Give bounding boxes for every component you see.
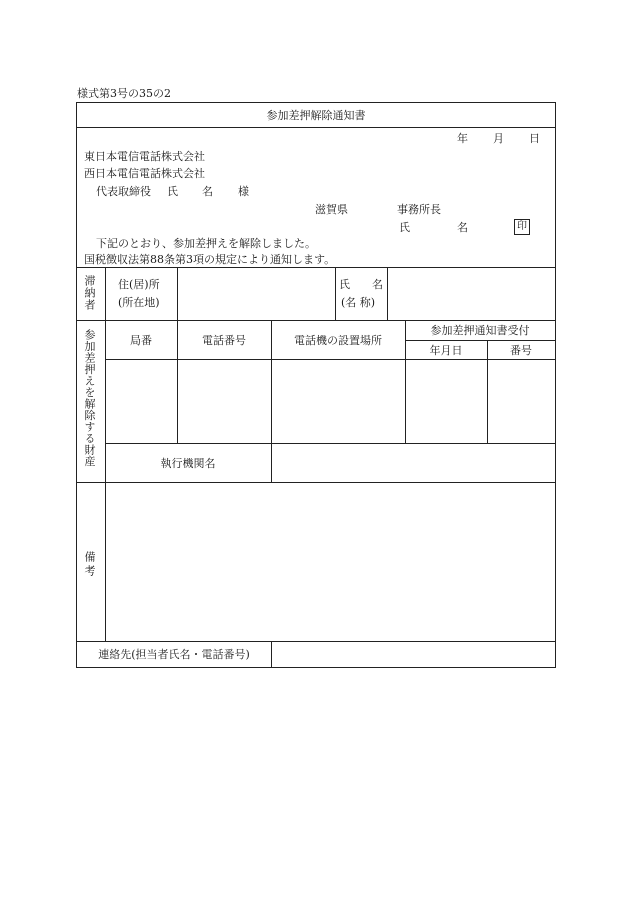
addressee-representative: 代表取締役 (96, 185, 151, 198)
addressee-east: 東日本電信電話株式会社 (84, 150, 205, 163)
sender-office: 事務所長 (397, 203, 441, 216)
seal-mark: 印 (514, 219, 530, 235)
notice-form (76, 102, 556, 668)
name-label-line (387, 267, 388, 320)
header-receipt-no: 番号 (510, 344, 532, 357)
address-label-2: (所在地) (118, 296, 160, 309)
name-label-1a: 氏 (339, 278, 350, 291)
address-label-line (177, 267, 178, 320)
date-year: 年 (457, 132, 468, 145)
notice-text-1: 下記のとおり、参加差押えを解除しました。 (96, 237, 316, 250)
date-month: 月 (493, 132, 504, 145)
name-label-2: (名 称) (341, 296, 376, 309)
remarks-label: 備考 (83, 551, 96, 579)
notice-text-2: 国税徴収法第88条第3項の規定により通知します。 (84, 253, 336, 266)
name-label-1b: 名 (372, 278, 383, 291)
sender-name-label-2: 名 (457, 221, 468, 234)
address-value-line (335, 267, 336, 320)
property-row-line (105, 443, 555, 444)
header-phone-no: 電話番号 (202, 334, 246, 347)
remarks-divider (77, 641, 555, 642)
form-title: 参加差押解除通知書 (266, 109, 366, 122)
addressee-honorific: 様 (238, 185, 249, 198)
property-label: 参加差押えを解除する財産 (83, 329, 96, 467)
property-divider (77, 482, 555, 483)
delinquent-label: 滞納者 (83, 275, 96, 311)
label-column-line (105, 267, 106, 641)
contact-split-line (271, 641, 272, 668)
address-label-1: 住(居)所 (118, 278, 160, 291)
addressee-name-label-2: 名 (202, 185, 213, 198)
title-divider (77, 127, 555, 128)
location-line (405, 320, 406, 443)
addressee-name-label-1: 氏 (167, 185, 178, 198)
form-number: 様式第3号の35の2 (77, 87, 171, 100)
delinquent-divider (77, 320, 555, 321)
sender-prefecture: 滋賀県 (315, 203, 348, 216)
agency-label: 執行機関名 (160, 457, 216, 470)
header-location: 電話機の設置場所 (294, 334, 382, 347)
header-receipt: 参加差押通知書受付 (430, 324, 530, 337)
date-day: 日 (529, 132, 540, 145)
sender-name-label-1: 氏 (399, 221, 410, 234)
header-divider (77, 267, 555, 268)
header-receipt-date: 年月日 (429, 344, 463, 357)
receipt-subheader-line (405, 340, 555, 341)
addressee-west: 西日本電信電話株式会社 (84, 167, 205, 180)
header-office-no: 局番 (130, 334, 152, 347)
contact-label: 連絡先(担当者氏名・電話番号) (98, 648, 250, 661)
